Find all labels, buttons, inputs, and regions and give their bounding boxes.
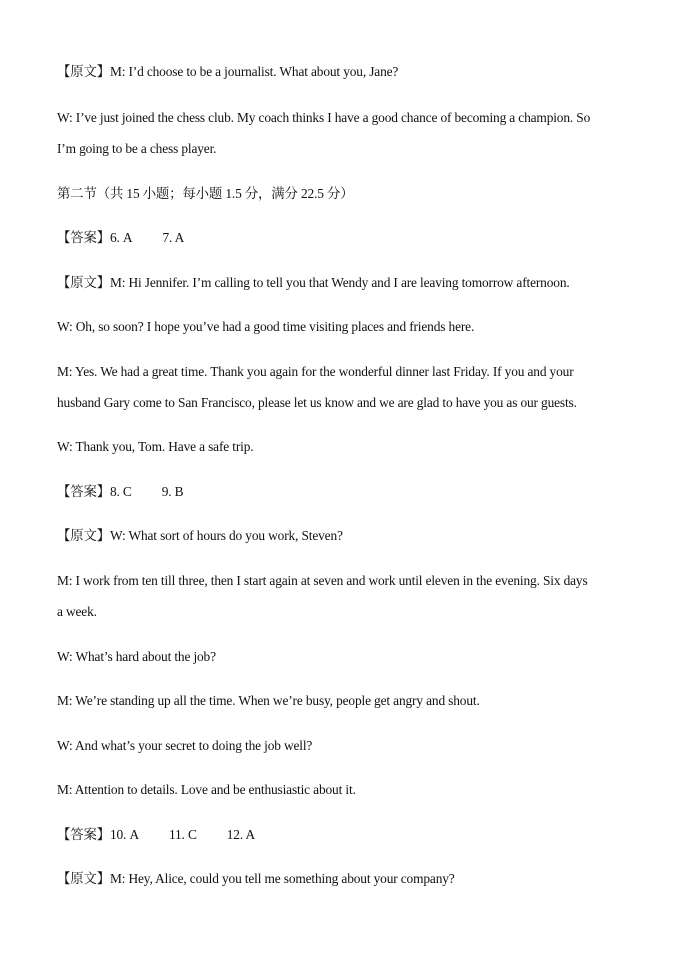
answer-label: 【答案】6. A <box>57 230 133 245</box>
transcript-line: 【原文】M: I’d choose to be a journalist. What about you, Jane? <box>57 64 399 79</box>
answer-label: 【答案】10. A <box>57 827 139 842</box>
transcript-line: 【原文】M: Hey, Alice, could you tell me something about your company? <box>57 871 455 886</box>
answer-line <box>57 827 255 843</box>
answer-item: 9. B <box>161 484 184 499</box>
answer-label: 【答案】8. C <box>57 484 132 499</box>
transcript-line: M: I work from ten till three, then I start again at seven and work until eleven in the evening. Six days <box>57 573 588 588</box>
answer-item: 11. C <box>168 827 197 842</box>
transcript-line: W: What’s hard about the job? <box>57 649 216 664</box>
transcript-line: W: And what’s your secret to doing the job well? <box>57 738 313 753</box>
transcript-line: M: Attention to details. Love and be enthusiastic about it. <box>57 782 356 797</box>
answer-item: 7. A <box>162 230 185 245</box>
transcript-line: 【原文】M: Hi Jennifer. I’m calling to tell you that Wendy and I are leaving tomorrow afternoon. <box>57 275 570 290</box>
transcript-line: M: We’re standing up all the time. When we’re busy, people get angry and shout. <box>57 693 480 708</box>
transcript-line: a week. <box>57 604 97 619</box>
transcript-line: 【原文】W: What sort of hours do you work, Steven? <box>57 528 343 543</box>
transcript-line: husband Gary come to San Francisco, please let us know and we are glad to have you as our guests. <box>57 395 577 410</box>
transcript-line: W: Thank you, Tom. Have a safe trip. <box>57 439 254 454</box>
transcript-line: I’m going to be a chess player. <box>57 141 217 156</box>
section-heading: 第二节（共 15 小题；每小题 1.5 分，满分 22.5 分） <box>57 186 354 201</box>
answer-line <box>57 484 183 500</box>
answer-line <box>57 230 184 246</box>
transcript-line: M: Yes. We had a great time. Thank you again for the wonderful dinner last Friday. If you and your <box>57 364 574 379</box>
transcript-line: W: I’ve just joined the chess club. My coach thinks I have a good chance of becoming a champion. So <box>57 110 591 125</box>
answer-item: 12. A <box>226 827 256 842</box>
transcript-line: W: Oh, so soon? I hope you’ve had a good time visiting places and friends here. <box>57 319 475 334</box>
